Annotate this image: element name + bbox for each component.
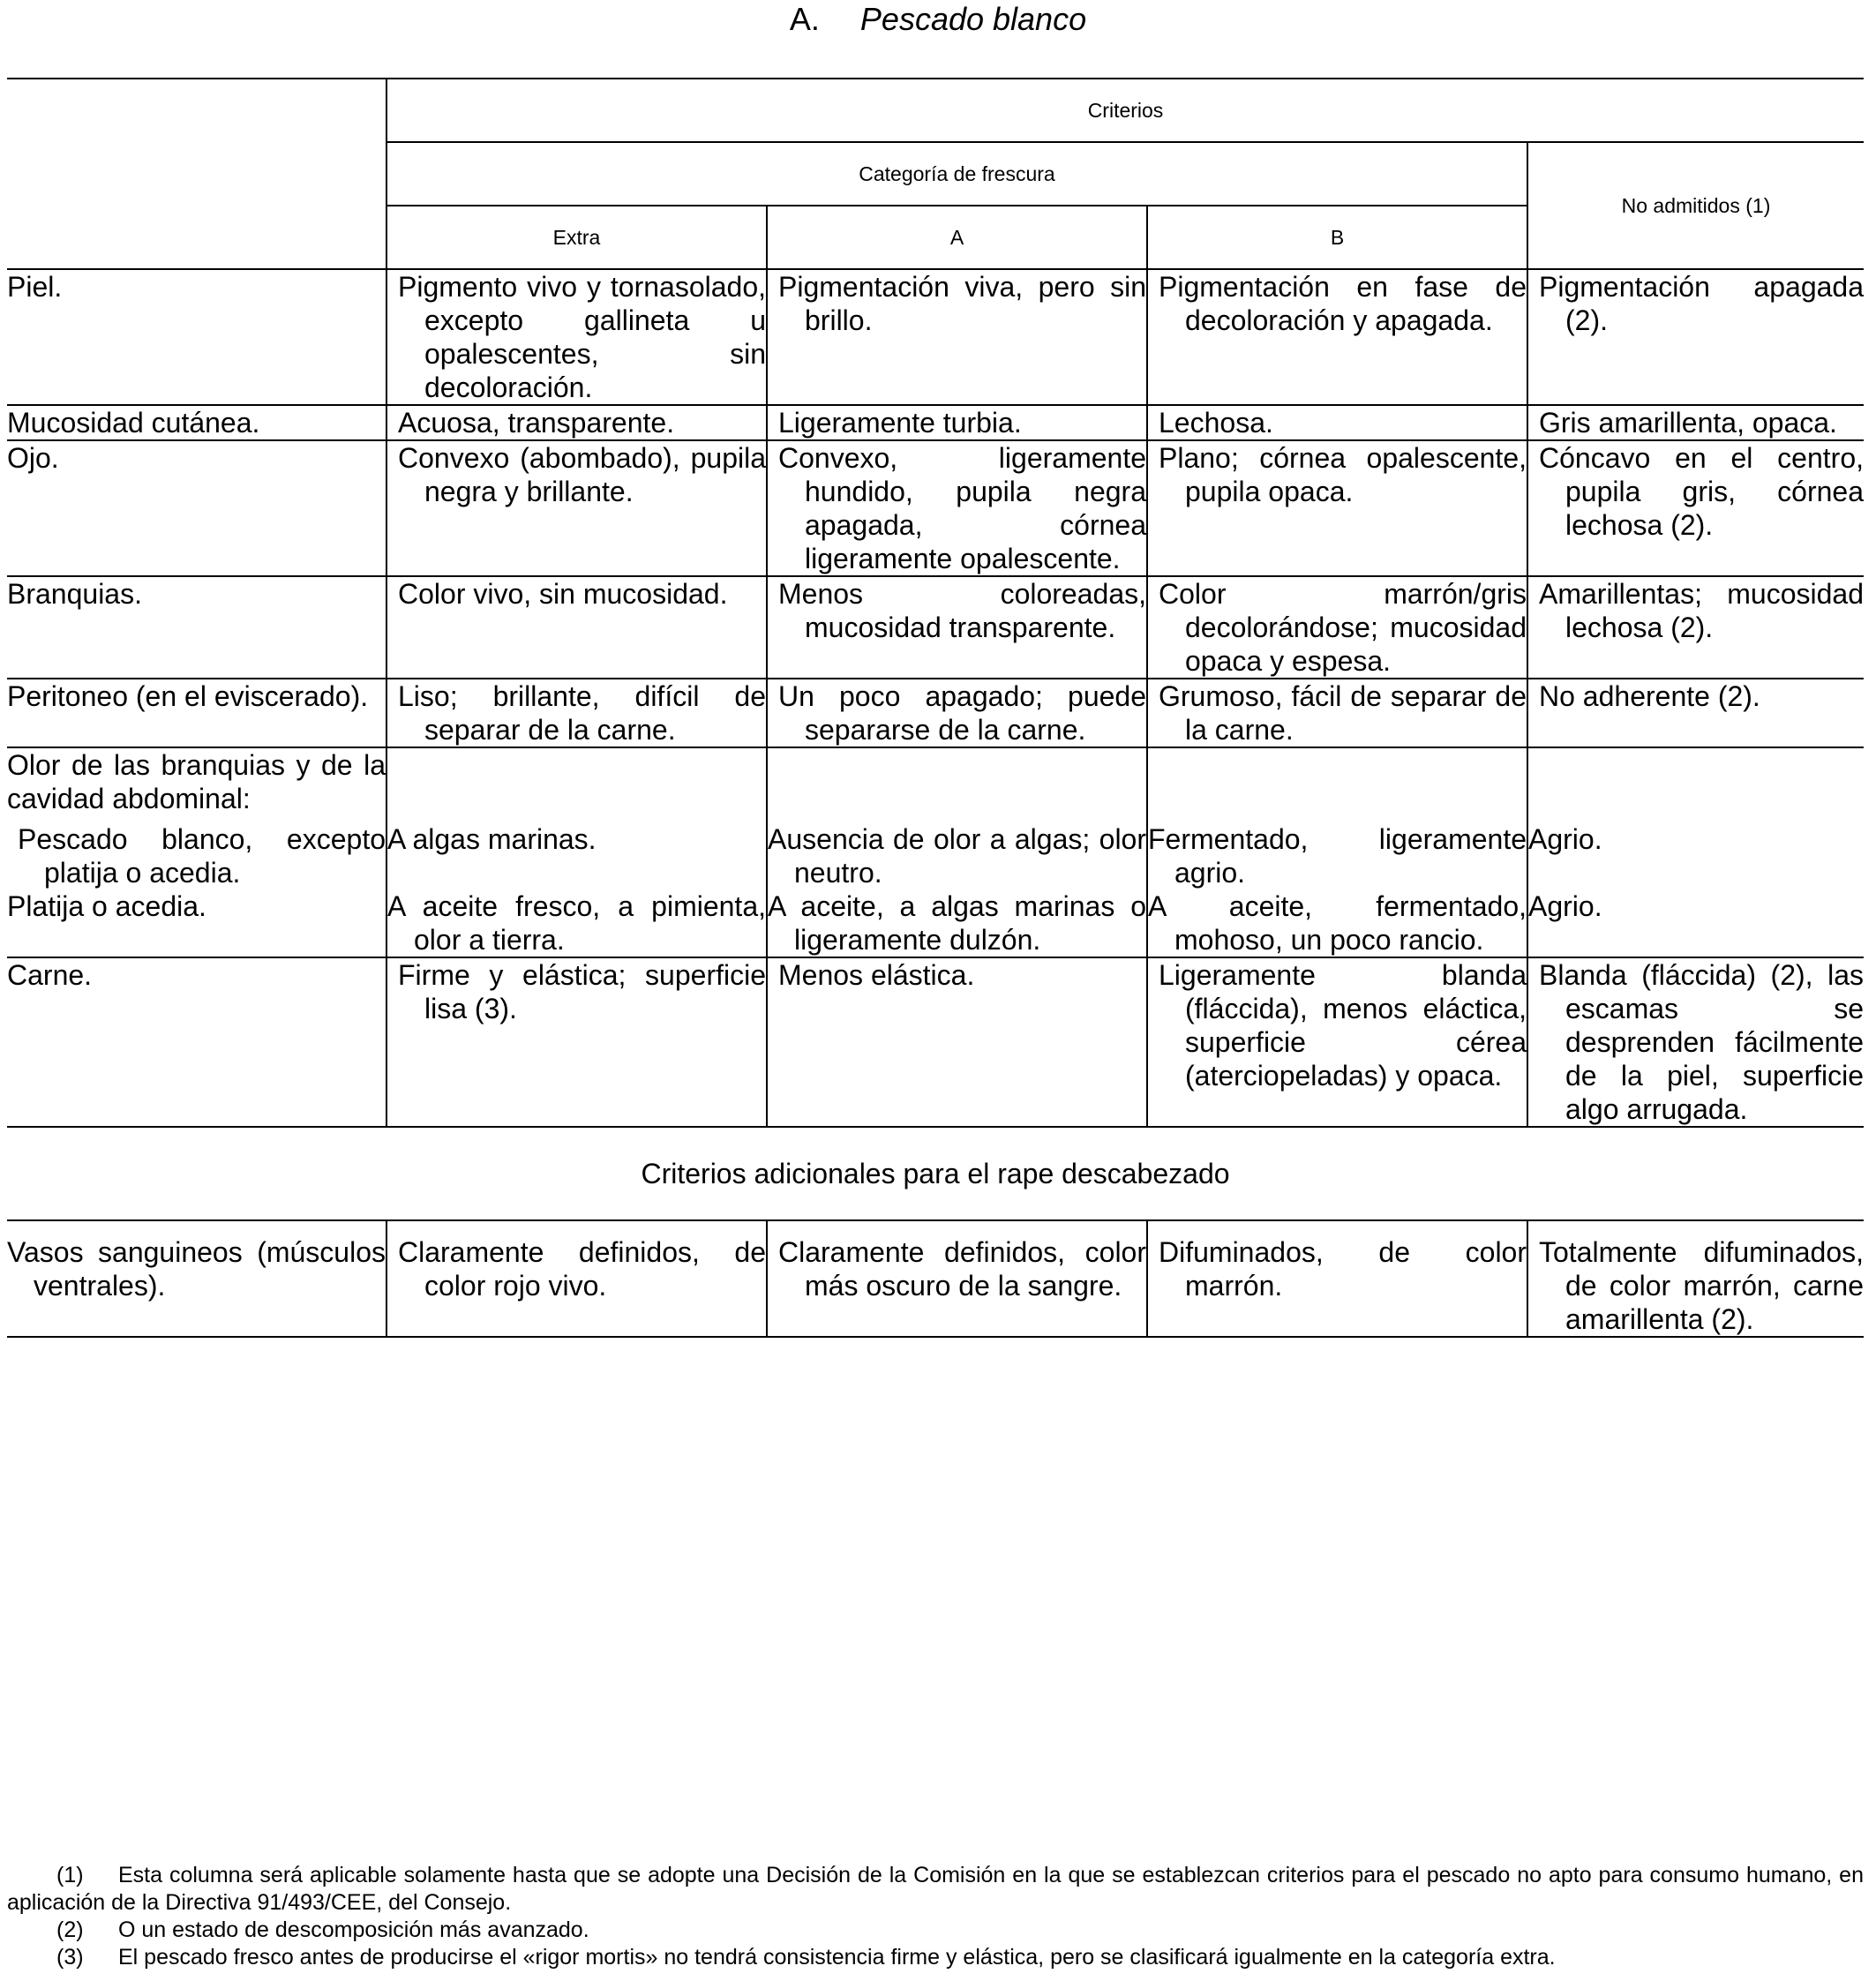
- cell-carne-a: Menos elástica.: [767, 957, 1147, 1127]
- cell-olor-a: [767, 747, 1147, 957]
- section-heading: Pescado blanco: [859, 1, 1087, 37]
- footnote-2: [7, 1917, 1864, 1944]
- table-row: [7, 1220, 1864, 1337]
- cell-olor-sub1-a: Ausencia de olor a algas; olor neutro.: [768, 823, 1146, 889]
- cell-mucosidad-no-admitidos: Gris amarillenta, opaca.: [1527, 405, 1864, 440]
- footnotes: [7, 1862, 1864, 1971]
- cell-olor-sub2-extra: A aceite fresco, a pimienta, olor a tierra.: [387, 890, 766, 956]
- cell-peritoneo-b: Grumoso, fácil de separar de la carne.: [1147, 679, 1527, 747]
- cell-peritoneo-extra: Liso; brillante, difícil de separar de la carne.: [386, 679, 767, 747]
- cell-olor-sub2-b: A aceite, fermentado, mohoso, un poco rancio.: [1148, 890, 1527, 956]
- footnote-text: O un estado de descomposición más avanzado.: [118, 1917, 589, 1942]
- olor-heading: Olor de las branquias y de la cavidad abdominal:: [7, 749, 386, 814]
- footnote-number: (2): [56, 1917, 84, 1942]
- cell-carne-no-admitidos: Blanda (fláccida) (2), las escamas se desprenden fácilmente de la piel, superficie algo arrugada.: [1527, 957, 1864, 1127]
- footnote-text: Esta columna será aplicable solamente hasta que se adopte una Decisión de la Comisión en la que se establezcan criterios para el pescado no apto para consumo humano, en aplicación de la Directiva 91/493/CEE, del Consejo.: [7, 1863, 1864, 1915]
- table-row: [7, 440, 1864, 576]
- header-no-admitidos: No admitidos (1): [1527, 142, 1864, 269]
- cell-carne-extra: Firme y elástica; superficie lisa (3).: [386, 957, 767, 1127]
- cell-mucosidad-extra: Acuosa, transparente.: [386, 405, 767, 440]
- row-label-vasos: Vasos sanguineos (músculos ventrales).: [7, 1220, 386, 1337]
- cell-carne-b: Ligeramente blanda (fláccida), menos eláctica, superficie cérea (aterciopeladas) y opaca.: [1147, 957, 1527, 1127]
- olor-sub1-label: Pescado blanco, excepto platija o acedia.: [18, 823, 386, 889]
- cell-peritoneo-no-admitidos: No adherente (2).: [1527, 679, 1864, 747]
- footnote-3: [7, 1944, 1864, 1971]
- cell-peritoneo-a: Un poco apagado; puede separarse de la carne.: [767, 679, 1147, 747]
- table-row: [7, 1127, 1864, 1220]
- footnote-number: (3): [56, 1945, 84, 1970]
- cell-branquias-extra: Color vivo, sin mucosidad.: [386, 576, 767, 679]
- row-label-mucosidad: Mucosidad cutánea.: [7, 405, 386, 440]
- header-grade-a: A: [767, 206, 1147, 269]
- cell-vasos-b: Difuminados, de color marrón.: [1147, 1220, 1527, 1337]
- footnote-text: El pescado fresco antes de producirse el «rigor mortis» no tendrá consistencia firme y elástica, pero se clasificará igualmente en la categoría extra.: [118, 1945, 1556, 1970]
- cell-piel-b: Pigmentación en fase de decoloración y apagada.: [1147, 269, 1527, 405]
- cell-ojo-b: Plano; córnea opalescente, pupila opaca.: [1147, 440, 1527, 576]
- footnote-1: [7, 1862, 1864, 1917]
- table-row: [7, 576, 1864, 679]
- table-row: [7, 747, 1864, 957]
- cell-olor-b: [1147, 747, 1527, 957]
- olor-sub2-label: Platija o acedia.: [7, 890, 206, 922]
- cell-vasos-no-admitidos: Totalmente difuminados, de color marrón, carne amarillenta (2).: [1527, 1220, 1864, 1337]
- cell-piel-extra: Pigmento vivo y tornasolado, excepto gallineta u opalescentes, sin decoloración.: [386, 269, 767, 405]
- row-label-carne: Carne.: [7, 957, 386, 1127]
- row-label-olor: [7, 747, 386, 957]
- cell-mucosidad-a: Ligeramente turbia.: [767, 405, 1147, 440]
- table-row: [7, 957, 1864, 1127]
- cell-branquias-b: Color marrón/gris decolorándose; mucosidad opaca y espesa.: [1147, 576, 1527, 679]
- cell-piel-no-admitidos: Pigmentación apagada (2).: [1527, 269, 1864, 405]
- header-grade-extra: Extra: [386, 206, 767, 269]
- header-categoria-frescura: Categoría de frescura: [386, 142, 1527, 206]
- cell-olor-sub2-a: A aceite, a algas marinas o ligeramente dulzón.: [768, 890, 1146, 956]
- row-label-branquias: Branquias.: [7, 576, 386, 679]
- cell-olor-sub1-b: Fermentado, ligeramente agrio.: [1148, 823, 1527, 889]
- table-row: [7, 269, 1864, 405]
- cell-vasos-extra: Claramente definidos, de color rojo vivo.: [386, 1220, 767, 1337]
- header-corner: [7, 79, 386, 269]
- cell-olor-extra: [386, 747, 767, 957]
- footnote-number: (1): [56, 1863, 84, 1887]
- cell-branquias-no-admitidos: Amarillentas; mucosidad lechosa (2).: [1527, 576, 1864, 679]
- cell-mucosidad-b: Lechosa.: [1147, 405, 1527, 440]
- row-label-piel: Piel.: [7, 269, 386, 405]
- row-label-peritoneo: Peritoneo (en el eviscerado).: [7, 679, 386, 747]
- cell-olor-no-admitidos: [1527, 747, 1864, 957]
- cell-ojo-a: Convexo, ligeramente hundido, pupila negra apagada, córnea ligeramente opalescente.: [767, 440, 1147, 576]
- section-title: [0, 0, 1876, 44]
- cell-olor-sub2-no-admitidos: Agrio.: [1528, 890, 1602, 922]
- cell-olor-sub1-extra: A algas marinas.: [387, 823, 597, 855]
- cell-vasos-a: Claramente definidos, color más oscuro de la sangre.: [767, 1220, 1147, 1337]
- cell-branquias-a: Menos coloreadas, mucosidad transparente.: [767, 576, 1147, 679]
- header-criterios: Criterios: [386, 79, 1864, 142]
- cell-olor-sub1-no-admitidos: Agrio.: [1528, 823, 1602, 855]
- table-row: [7, 405, 1864, 440]
- section-letter: A.: [789, 1, 820, 37]
- row-label-ojo: Ojo.: [7, 440, 386, 576]
- additional-criteria-heading: Criterios adicionales para el rape descabezado: [7, 1127, 1864, 1220]
- freshness-criteria-table: [7, 78, 1864, 1338]
- cell-ojo-no-admitidos: Cóncavo en el centro, pupila gris, córnea lechosa (2).: [1527, 440, 1864, 576]
- table-row: [7, 679, 1864, 747]
- cell-piel-a: Pigmentación viva, pero sin brillo.: [767, 269, 1147, 405]
- header-grade-b: B: [1147, 206, 1527, 269]
- cell-ojo-extra: Convexo (abombado), pupila negra y brillante.: [386, 440, 767, 576]
